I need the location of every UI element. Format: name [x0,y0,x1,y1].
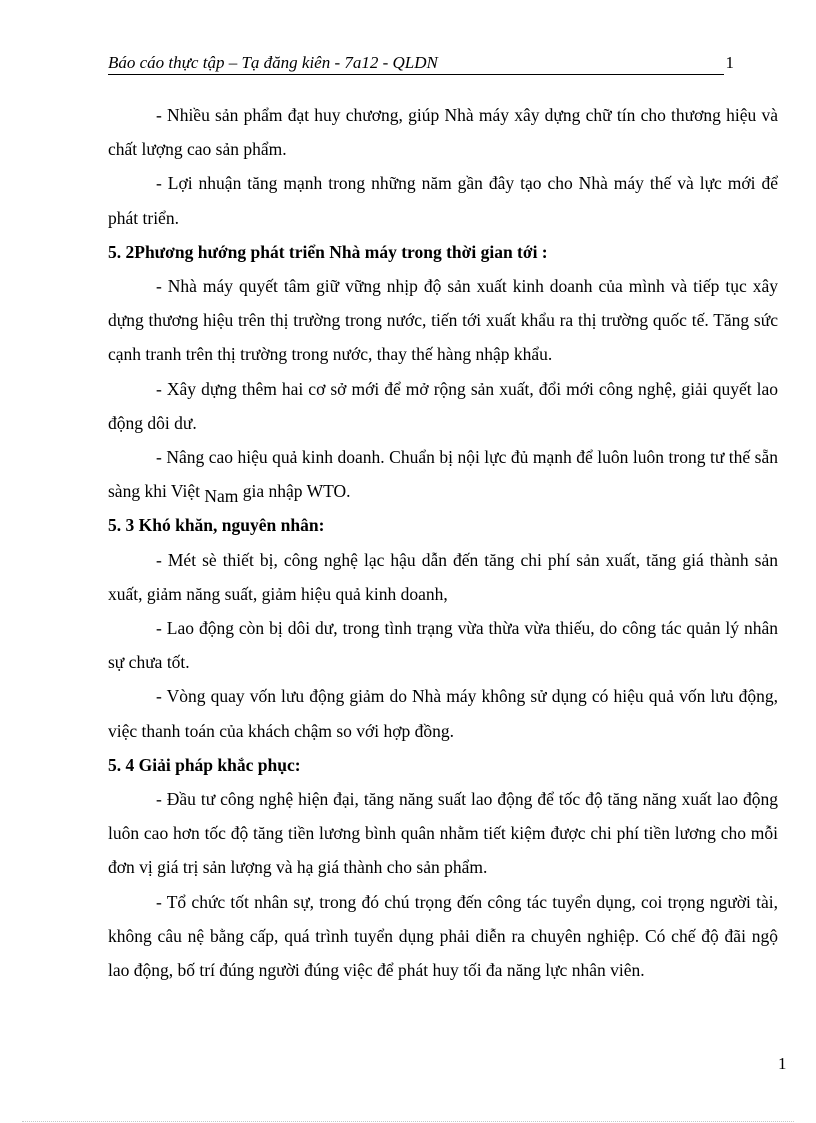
paragraph-efficiency-text: - Nâng cao hiệu quả kinh doanh. Chuẩn bị nội lực đủ mạnh để luôn luôn trong tư thế sẵn sàng khi Việt [108,447,778,502]
paragraph-labor-surplus: - Lao động còn bị dôi dư, trong tình trạng vừa thừa vừa thiếu, do công tác quản lý nhân sự chưa tốt. [108,618,778,673]
paragraph-expansion: - Xây dựng thêm hai cơ sở mới để mở rộng sản xuất, đổi mới công nghệ, giải quyết lao động dôi dư. [108,378,778,433]
paragraph-human-resources: - Tổ chức tốt nhân sự, trong đó chú trọng đến công tác tuyển dụng, coi trọng người tài, không câu nệ bằng cấp, quá trình tuyển dụng phải diễn ra chuyên nghiệp. Có chế độ đãi ngộ lao động, bố trí đúng người đúng việc để phát huy tối đa năng lực nhân viên. [108,891,778,981]
header-page-number: 1 [725,53,734,72]
paragraph-achievements: - Nhiều sản phẩm đạt huy chương, giúp Nhà máy xây dựng chữ tín cho thương hiệu và chất lượng cao sản phẩm. [108,105,778,160]
lowered-word: Nam [204,486,239,507]
page-header [108,52,734,75]
paragraph-efficiency [108,440,778,508]
paragraph-technology-investment: - Đầu tư công nghệ hiện đại, tăng năng suất lao động để tốc độ tăng năng xuất lao động luôn cao hơn tốc độ tăng tiền lương bình quân nhằm tiết kiệm được chi phí tiền lương cho mỗi đơn vị giá trị sản lượng và hạ giá thành cho sản phẩm. [108,789,778,878]
paragraph-capital-turnover: - Vòng quay vốn lưu động giảm do Nhà máy không sử dụng có hiệu quả vốn lưu động, việc thanh toán của khách chậm so với hợp đồng. [108,686,778,741]
document-body [108,98,778,987]
page-bottom-edge [22,1121,794,1122]
paragraph-profit: - Lợi nhuận tăng mạnh trong những năm gần đây tạo cho Nhà máy thế và lực mới để phát triển. [108,173,778,228]
header-title: Báo cáo thực tập – Tạ đăng kiên - 7a12 - QLDN [108,53,438,72]
paragraph-efficiency-text-end: gia nhập WTO. [238,481,351,502]
paragraph-outdated-equipment: - Mét sè thiết bị, công nghệ lạc hậu dẫn đến tăng chi phí sản xuất, tăng giá thành sản xuất, giảm năng suất, giảm hiệu quả kinh doanh, [108,549,778,604]
section-heading-development-direction: 5. 2Phương hướng phát triển Nhà máy trong thời gian tới : [108,241,548,262]
footer-page-number: 1 [778,1054,787,1073]
section-heading-solutions: 5. 4 Giải pháp khắc phục: [108,754,301,775]
section-heading-difficulties: 5. 3 Khó khăn, nguyên nhân: [108,515,325,536]
paragraph-brand-building: - Nhà máy quyết tâm giữ vững nhịp độ sản xuất kinh doanh của mình và tiếp tục xây dựng thương hiệu trên thị trường trong nước, tiến tới xuất khẩu ra thị trường quốc tế. Tăng sức cạnh tranh trên thị trường trong nước, thay thế hàng nhập khẩu. [108,276,778,365]
